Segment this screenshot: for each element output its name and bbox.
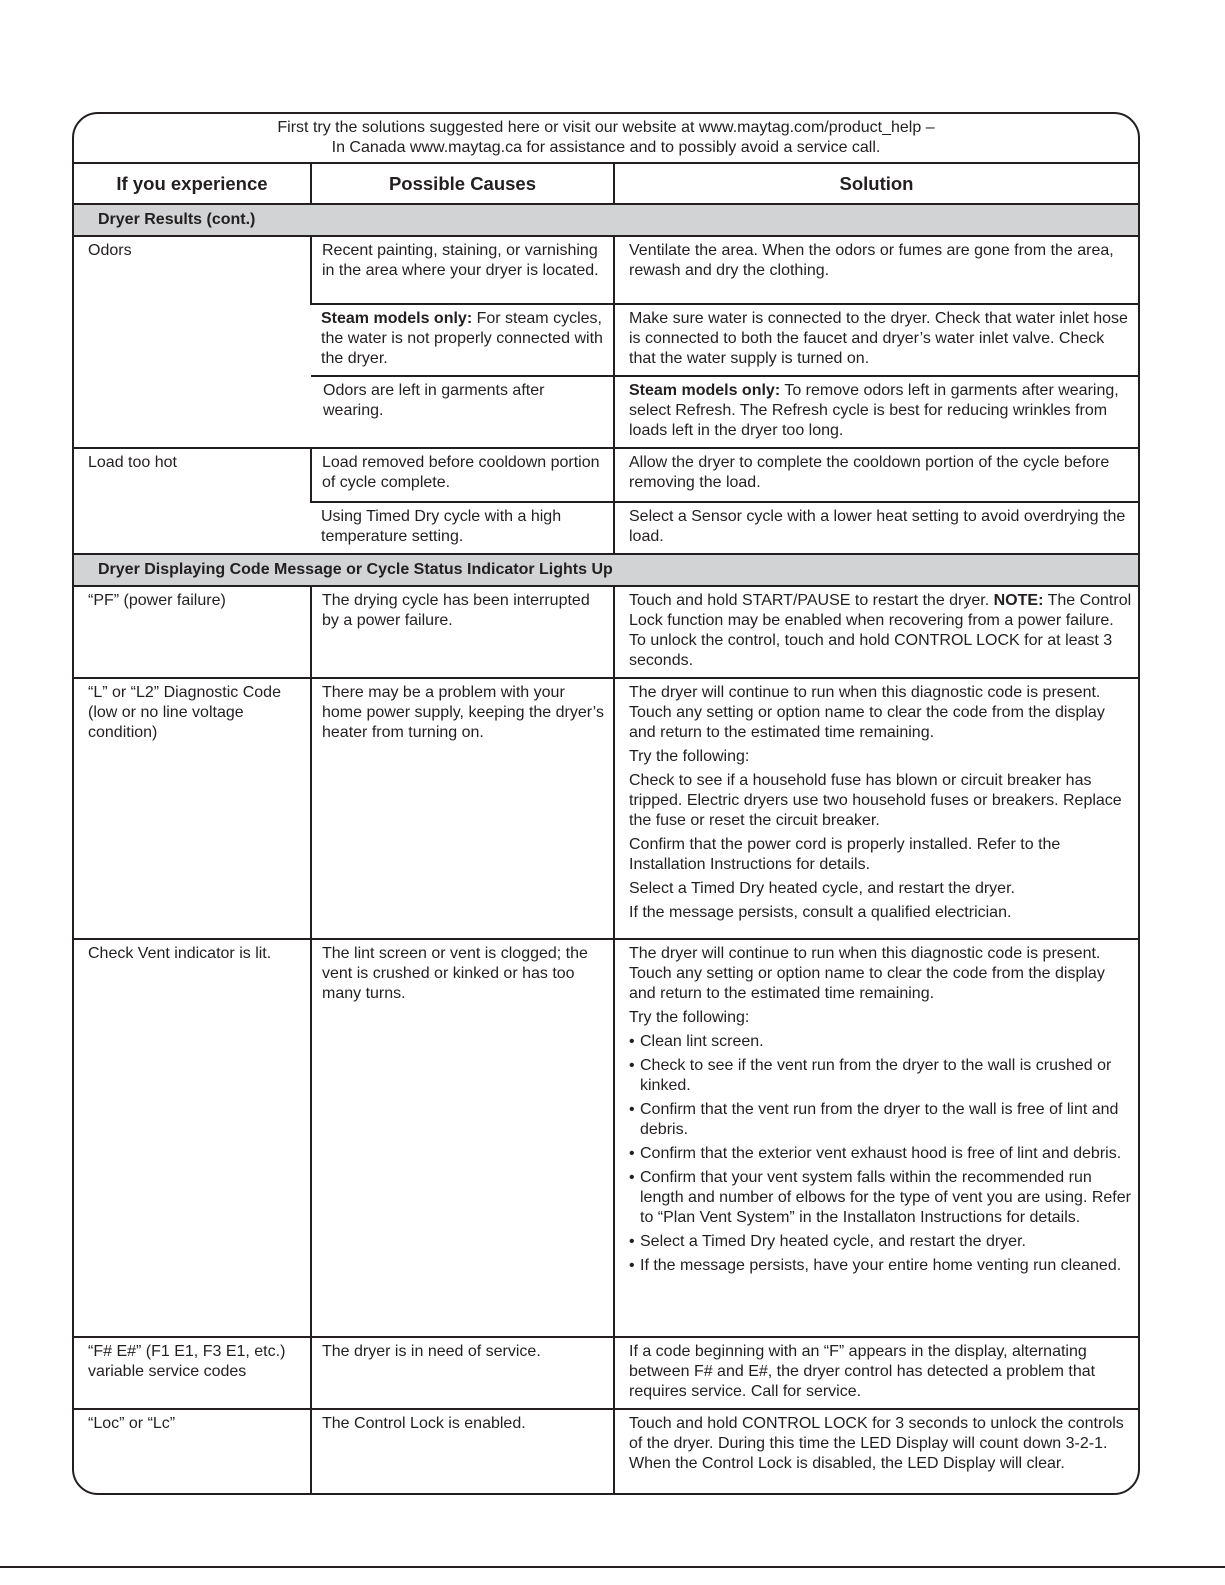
table-row [74,448,1138,502]
list-item: • Confirm that the vent run from the dryer to the wall is free of lint and debris. [629,1100,1134,1140]
experience-cell: Odors [74,236,311,448]
list-item: • Confirm that the exterior vent exhaust hood is free of lint and debris. [629,1144,1134,1164]
solution-paragraph: Select a Timed Dry heated cycle, and restart the dryer. [629,880,1015,897]
table-row [74,586,1138,678]
page-footer-rule [0,1566,1225,1568]
solution-cell: Allow the dryer to complete the cooldown portion of the cycle before removing the load. [614,448,1138,502]
table-row [74,236,1138,304]
experience-cell: “L” or “L2” Diagnostic Code (low or no line voltage condition) [74,678,311,939]
list-item: • Check to see if the vent run from the dryer to the wall is crushed or kinked. [629,1056,1134,1096]
solution-cell: If a code beginning with an “F” appears in the display, alternating between F# and E#, the dryer control has detected a problem that requires service. Call for service. [614,1337,1138,1409]
solution-paragraph: Try the following: [629,748,750,765]
table-row [74,678,1138,939]
header-solution: Solution [614,164,1138,204]
solution-text: To remove odors left in garments after wearing, select Refresh. The Refresh cycle is best for reducing wrinkles from loads left in the dryer too long. [629,382,1119,439]
cause-cell: Using Timed Dry cycle with a high temperature setting. [311,502,614,554]
intro-line-1: First try the solutions suggested here or visit our website at www.maytag.com/product_help – [277,119,935,136]
experience-cell: Load too hot [74,448,311,554]
solution-paragraph: Confirm that the power cord is properly installed. Refer to the Installation Instructions for details. [629,836,1061,873]
bold-label: Steam models only: [629,382,781,399]
cause-cell: The drying cycle has been interrupted by a power failure. [311,586,614,678]
cause-cell: There may be a problem with your home power supply, keeping the dryer’s heater from turning on. [311,678,614,939]
header-row [74,164,1138,204]
list-item: • Clean lint screen. [629,1032,1134,1052]
list-item: • Select a Timed Dry heated cycle, and restart the dryer. [629,1232,1134,1252]
solution-paragraph: Try the following: [629,1009,750,1026]
table-row [74,1409,1138,1495]
cause-cell [311,304,614,376]
experience-cell: “PF” (power failure) [74,586,311,678]
note-label: NOTE: [993,592,1044,609]
cause-cell: The dryer is in need of service. [311,1337,614,1409]
solution-paragraph: The dryer will continue to run when this diagnostic code is present. Touch any setting or option name to clear the code from the display and return to the estimated time remaining. [629,945,1105,1002]
experience-cell: Check Vent indicator is lit. [74,939,311,1337]
solution-cell [614,939,1138,1337]
solution-cell [614,586,1138,678]
solution-paragraph: If the message persists, consult a qualified electrician. [629,904,1012,921]
solution-cell: Ventilate the area. When the odors or fumes are gone from the area, rewash and dry the clothing. [614,236,1138,304]
experience-cell: “F# E#” (F1 E1, F3 E1, etc.) variable service codes [74,1337,311,1409]
section-header-code-message [74,554,1138,586]
list-item: • Confirm that your vent system falls within the recommended run length and number of elbows for the type of vent you are using. Refer to “Plan Vent System” in the Installaton Instructions for details. [629,1168,1134,1228]
cause-cell: Load removed before cooldown portion of cycle complete. [311,448,614,502]
solution-cell [614,376,1138,448]
cause-text: For steam cycles, the water is not properly connected with the dryer. [321,310,603,367]
bold-label: Steam models only: [321,310,473,327]
experience-cell: “Loc” or “Lc” [74,1409,311,1495]
table-row [74,1337,1138,1409]
bullet-list [629,1032,1134,1276]
cause-cell: Odors are left in garments after wearing. [311,376,614,448]
list-item: • If the message persists, have your entire home venting run cleaned. [629,1256,1134,1276]
solution-paragraph: Check to see if a household fuse has blown or circuit breaker has tripped. Electric dryers use two household fuses or breakers. Replace the fuse or reset the circuit breaker. [629,772,1122,829]
solution-cell: Select a Sensor cycle with a lower heat setting to avoid overdrying the load. [614,502,1138,554]
table-row [74,939,1138,1337]
solution-cell: Make sure water is connected to the dryer. Check that water inlet hose is connected to both the faucet and dryer’s water inlet valve. Check that the water supply is turned on. [614,304,1138,376]
solution-text: Touch and hold START/PAUSE to restart the dryer. [629,592,994,609]
intro-note [74,114,1138,164]
solution-cell: Touch and hold CONTROL LOCK for 3 seconds to unlock the controls of the dryer. During this time the LED Display will count down 3-2-1. When the Control Lock is disabled, the LED Display will clear. [614,1409,1138,1495]
cause-cell: Recent painting, staining, or varnishing in the area where your dryer is located. [311,236,614,304]
cause-cell: The lint screen or vent is clogged; the vent is crushed or kinked or has too many turns. [311,939,614,1337]
header-causes: Possible Causes [311,164,614,204]
solution-cell [614,678,1138,939]
troubleshooting-table [74,164,1138,1495]
troubleshooting-table-frame [72,112,1140,1495]
cause-cell: The Control Lock is enabled. [311,1409,614,1495]
section-header-dryer-results [74,204,1138,236]
section-title: Dryer Results (cont.) [74,204,1138,236]
solution-text: The Control Lock function may be enabled when recovering from a power failure. To unlock the control, touch and hold CONTROL LOCK for at least 3 seconds. [629,592,1132,669]
header-experience: If you experience [74,164,311,204]
section-title: Dryer Displaying Code Message or Cycle Status Indicator Lights Up [74,554,1138,586]
intro-line-2: In Canada www.maytag.ca for assistance and to possibly avoid a service call. [331,139,881,156]
solution-paragraph: The dryer will continue to run when this diagnostic code is present. Touch any setting or option name to clear the code from the display and return to the estimated time remaining. [629,684,1105,741]
